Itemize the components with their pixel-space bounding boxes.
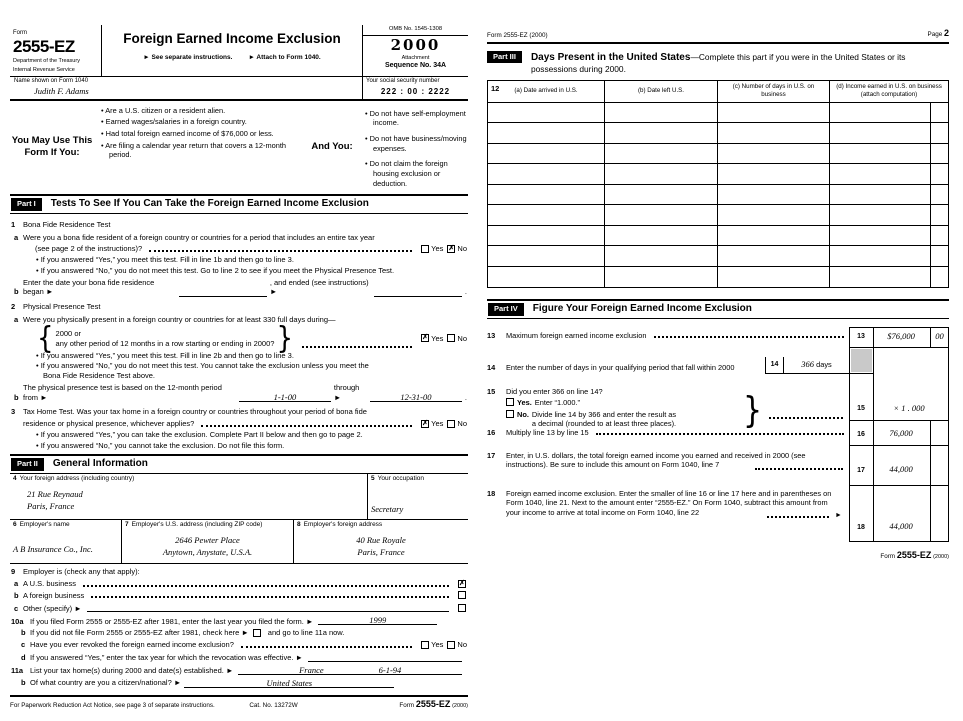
dotted-leader [755, 468, 843, 470]
line17-box-number: 17 [857, 466, 865, 474]
income-cell[interactable] [830, 226, 930, 246]
line18-amount[interactable]: 44,000 [889, 520, 913, 531]
line-number: 3 [11, 407, 16, 417]
grid-line [948, 327, 949, 541]
omb-number: OMB No. 1545-1308 [363, 25, 468, 36]
line-number: 11a [11, 666, 24, 676]
col-a-header: (a) Date arrived in U.S. [514, 87, 578, 95]
line-letter: a [14, 578, 19, 588]
date-arrived-cell[interactable] [488, 123, 605, 143]
page1-footer [10, 695, 468, 711]
income-cents-cell[interactable] [930, 164, 948, 184]
line-number: 15 [487, 386, 496, 396]
line-letter: b [14, 392, 19, 402]
tax-year: 2000 [390, 35, 441, 54]
page-1 [10, 25, 468, 711]
income-cents-cell[interactable] [930, 267, 948, 288]
line3-text2: residence or physical presence, whichever applies? [23, 419, 195, 429]
line16-text: Multiply line 13 by line 15 [506, 427, 589, 437]
catalog-number: Cat. No. 13272W [249, 702, 298, 710]
dotted-leader [302, 346, 412, 348]
date-left-cell[interactable] [605, 226, 718, 246]
eligibility-bullet: • Are a U.S. citizen or a resident alien. [101, 106, 299, 116]
income-cell[interactable] [830, 185, 930, 205]
other-specify-field[interactable] [87, 602, 449, 612]
no-label: No [457, 244, 467, 254]
grid-line [849, 347, 949, 348]
income-cell-group [830, 123, 948, 143]
line1a-text: Were you a bona fide resident of a foreign country or countries for a period that includes an entire tax year [23, 232, 375, 242]
part1-body [10, 214, 468, 455]
no-label: No [457, 333, 467, 343]
tax-home-field[interactable]: France 6-1-94 [238, 665, 462, 675]
line2a-note-no: • If you answered “No,” you do not meet this test. You cannot take the exclusion unless you meet the [36, 361, 467, 371]
date-arrived-cell[interactable] [488, 246, 605, 266]
line14-box [765, 357, 849, 374]
line16-box-number: 16 [857, 430, 865, 438]
part4-label: Part IV [488, 303, 524, 316]
days-business-cell[interactable] [718, 267, 830, 288]
dotted-leader [83, 585, 449, 587]
form-number-block [10, 25, 102, 76]
line13-cents[interactable]: 00 [935, 330, 944, 341]
shaded-cell [851, 349, 872, 372]
days-table-row [488, 226, 948, 247]
line-number: 10a [11, 616, 24, 626]
part1-label: Part I [11, 198, 42, 211]
part3-title: Days Present in the United States—Complete this part if you were in the United States or its possessions during 2000. [530, 51, 906, 74]
revoked-yes-checkbox[interactable] [421, 641, 429, 649]
no-label: No [457, 419, 467, 429]
arrow-icon: ► [835, 511, 842, 519]
days-table-row [488, 205, 948, 226]
date-arrived-cell[interactable] [488, 144, 605, 164]
line16-amount[interactable]: 76,000 [889, 427, 913, 438]
eligibility-bullet: • Had total foreign earned income of $76,000 or less. [101, 129, 299, 139]
days-business-cell[interactable] [718, 123, 830, 143]
yes-label: Yes [431, 419, 444, 429]
page-indicator: Page 2 [927, 28, 949, 38]
footer-form-id: Form 2555-EZ (2000) [399, 698, 468, 709]
line1a-yes-checkbox[interactable] [421, 245, 429, 253]
days-table-header [488, 81, 948, 103]
page2-footer: Form 2555-EZ (2000) [880, 550, 949, 560]
income-cell-group [830, 103, 948, 123]
line15-factor[interactable]: × 1 . 000 [893, 402, 925, 413]
income-cell[interactable] [830, 123, 930, 143]
date-arrived-cell[interactable] [488, 267, 605, 288]
days-table-row [488, 185, 948, 206]
line-letter: c [14, 603, 19, 613]
income-cell-group [830, 185, 948, 205]
date-arrived-cell[interactable] [488, 164, 605, 184]
days-business-cell[interactable] [718, 185, 830, 205]
part2-title: General Information [52, 458, 148, 470]
line2a-option1: 2000 or [55, 328, 81, 338]
form-word: Form [13, 30, 27, 36]
days-business-cell[interactable] [718, 164, 830, 184]
dotted-leader [596, 433, 844, 435]
part3-label: Part III [487, 51, 522, 64]
income-cents-cell[interactable] [930, 226, 948, 246]
line10d-text: If you answered “Yes,” enter the tax year for which the revocation was effective. ► [30, 653, 303, 663]
line-letter: b [14, 287, 19, 297]
income-cents-cell[interactable] [930, 144, 948, 164]
general-info-table [10, 474, 468, 564]
form-title: Foreign Earned Income Exclusion [123, 31, 341, 46]
taxpayer-name-field[interactable]: Judith F. Adams [34, 85, 89, 96]
line2a-note-no2: Bona Fide Residence Test above. [43, 371, 156, 381]
line17-amount[interactable]: 44,000 [889, 463, 913, 474]
dotted-leader [201, 425, 412, 427]
days-table-row [488, 267, 948, 288]
days-table-row [488, 144, 948, 165]
line10b-text: If you did not file Form 2555 or 2555-EZ after 1981, check here ► [30, 628, 249, 638]
period-from-field[interactable]: 1-1-00 [239, 392, 331, 402]
ssn-label: Your social security number [366, 77, 440, 84]
col-b-header: (b) Date left U.S. [605, 81, 718, 102]
grid-line [930, 327, 931, 347]
part4-header [487, 299, 949, 319]
col-c-header: (c) Number of days in U.S. on business [718, 81, 830, 102]
line15-no-word: No. [517, 409, 529, 419]
irs-label: Internal Revenue Service [13, 67, 75, 74]
residence-ended-field[interactable] [374, 287, 462, 297]
line2a-no-checkbox[interactable] [447, 334, 455, 342]
line1a-note-yes: • If you answered “Yes,” you meet this test. Fill in line 1b and then go to line 3. [36, 255, 467, 265]
attach-1040-note: ► Attach to Form 1040. [248, 53, 321, 61]
line3-note-no: • If you answered “No,” you cannot take the exclusion. Do not file this form. [36, 441, 467, 451]
lines-9-11 [10, 564, 468, 692]
days-business-cell[interactable] [718, 246, 830, 266]
employer-foreign-address-cell[interactable]: 8 Employer's foreign address 40 Rue Royale Paris, France [297, 521, 406, 558]
line2a-option2: any other period of 12 months in a row starting or ending in 2000? [55, 338, 275, 348]
page2-form-id: Form 2555-EZ (2000) [487, 31, 548, 39]
line14-box-number: 14 [766, 357, 784, 373]
line-number: 14 [487, 362, 496, 372]
days-table-row [488, 246, 948, 267]
grid-line [849, 327, 949, 328]
other-checkbox[interactable] [458, 604, 466, 612]
page-2 [487, 28, 949, 573]
line14-text: Enter the number of days in your qualifying period that fall within 2000 [506, 362, 735, 372]
income-cents-cell[interactable] [930, 103, 948, 123]
line3-text: Tax Home Test. Was your tax home in a foreign country or countries throughout your period of bona fide [23, 407, 367, 417]
income-cell-group [830, 267, 948, 288]
line13-amount[interactable]: $76,000 [887, 330, 915, 341]
col-d-header: (d) Income earned in U.S. on business (attach computation) [836, 83, 942, 99]
line1a-text2: (see page 2 of the instructions)? [35, 244, 143, 254]
dotted-leader [654, 336, 845, 338]
line9a-text: A U.S. business [23, 578, 76, 588]
line2a-note-yes: • If you answered “Yes,” you meet this test. Fill in line 2b and then go to line 3. [36, 351, 467, 361]
employer-name-cell[interactable]: 6 Employer's name A B Insurance Co., Inc. [10, 520, 122, 563]
exclusion-calculation [487, 327, 949, 543]
form-number: 2555-EZ [13, 36, 75, 56]
period: . [464, 287, 467, 297]
line-letter: a [14, 314, 19, 324]
dept-treasury: Department of the Treasury [13, 57, 80, 64]
see-instructions-note: ► See separate instructions. [143, 53, 233, 61]
date-left-cell[interactable] [605, 164, 718, 184]
line10a-text: If you filed Form 2555 or 2555-EZ after 1981, enter the last year you filed the form. ► [30, 616, 314, 626]
eligibility-bullet: • Do not have self-employment income. [365, 109, 468, 128]
income-cell[interactable] [830, 267, 930, 288]
dotted-leader [767, 516, 829, 518]
income-cell-group [830, 226, 948, 246]
residence-began-field[interactable] [179, 287, 267, 297]
line-number: 16 [487, 427, 496, 437]
revocation-year-field[interactable] [308, 652, 462, 662]
income-cell[interactable] [830, 103, 930, 123]
foreign-address-cell[interactable]: 4 Your foreign address (including country) 21 Rue Reynaud Paris, France [10, 474, 368, 519]
may-use-title: You May Use This Form If You: [11, 135, 93, 159]
line12-number: 12 [491, 83, 500, 93]
yes-label: Yes [431, 244, 444, 254]
line18-box-number: 18 [857, 523, 865, 531]
line3-no-checkbox[interactable] [447, 420, 455, 428]
income-cents-cell[interactable] [930, 123, 948, 143]
omb-block [362, 25, 468, 76]
name-ssn-row [10, 77, 468, 101]
part4-title: Figure Your Foreign Earned Income Exclusion [532, 303, 752, 315]
income-cell-group [830, 144, 948, 164]
income-cell-group [830, 205, 948, 225]
line11b-text: Of what country are you a citizen/national? ► [30, 678, 182, 688]
yes-label: Yes [431, 333, 444, 343]
line-number: 17 [487, 450, 496, 460]
grid-line [849, 445, 949, 446]
page2-header [487, 28, 949, 44]
dotted-leader [91, 596, 449, 598]
eligibility-bullet: • Do not have business/moving expenses. [365, 134, 468, 153]
employer-us-address-cell[interactable]: 7 Employer's U.S. address (including ZIP code) 2646 Pewter Place Anytown, Anystate, U.S.A. [122, 520, 294, 563]
citizenship-field[interactable]: United States [184, 678, 394, 688]
date-left-cell[interactable] [605, 205, 718, 225]
line-number: 9 [11, 567, 16, 577]
did-not-file-checkbox[interactable] [253, 629, 261, 637]
ssn-field[interactable]: 222 : 00 : 2222 [380, 86, 451, 96]
line10b-text2: and go to line 11a now. [267, 628, 345, 638]
eligibility-bullet: • Earned wages/salaries in a foreign country. [101, 117, 299, 127]
revoked-no-checkbox[interactable] [447, 641, 455, 649]
days-present-table [487, 80, 949, 289]
period: . [464, 392, 467, 402]
income-cell-group [830, 246, 948, 266]
line-letter: b [21, 628, 26, 638]
line15-yes-checkbox[interactable] [506, 398, 514, 406]
date-left-cell[interactable] [605, 144, 718, 164]
line9-text: Employer is (check any that apply): [23, 567, 140, 577]
part2-label: Part II [11, 458, 44, 471]
line14-days-field[interactable]: 366 days [801, 358, 832, 369]
date-arrived-cell[interactable] [488, 226, 605, 246]
part3-header [487, 51, 949, 75]
period-through-field[interactable]: 12-31-00 [370, 392, 462, 402]
days-table-row [488, 164, 948, 185]
dotted-leader [241, 646, 412, 648]
form-title-block [102, 25, 362, 76]
us-business-checkbox[interactable]: ✗ [459, 579, 465, 587]
brace-close: } [743, 389, 763, 432]
line1b-mid: , and ended (see instructions) ► [269, 277, 369, 297]
and-you-title: And You: [311, 140, 353, 152]
income-cell[interactable] [830, 205, 930, 225]
income-cents-cell[interactable] [930, 185, 948, 205]
days-business-cell[interactable] [718, 103, 830, 123]
line3-yes-checkbox[interactable]: ✗ [422, 419, 429, 427]
grid-line [849, 373, 873, 374]
eligibility-bullet: • Do not claim the foreign housing exclusion or deduction. [365, 159, 468, 188]
line9c-text: Other (specify) ► [23, 603, 82, 613]
line-number: 1 [11, 219, 16, 229]
income-cell[interactable] [830, 164, 930, 184]
no-label: No [457, 640, 467, 650]
yes-label: Yes [431, 640, 444, 650]
line-number: 13 [487, 330, 496, 340]
line1a-note-no: • If you answered “No,” you do not meet this test. Go to line 2 to see if you meet the Physical Presence Test. [36, 266, 467, 276]
grid-line [849, 541, 949, 542]
date-left-cell[interactable] [605, 246, 718, 266]
line15-no-text: Divide line 14 by 366 and enter the result as a decimal (rounded to at least three places). [531, 409, 677, 429]
form-header [10, 25, 468, 77]
line-number: 2 [11, 302, 16, 312]
line18-text: Foreign earned income exclusion. Enter the smaller of line 16 or line 17 here and in parentheses on Form 1040, line 21. Next to the amount enter “2555-EZ.” On Form 1040, subtract this amount from your income to arrive at total income on Form 1040, line 22 [506, 488, 832, 518]
line-letter: d [21, 653, 26, 663]
dotted-leader [769, 417, 843, 419]
days-business-cell[interactable] [718, 205, 830, 225]
line17-text: Enter, in U.S. dollars, the total foreign earned income you earned and received in 2000 (see instructions). Be sure to include this amount on Form 1040, line 7 [506, 450, 806, 470]
dotted-leader [149, 250, 412, 252]
line9b-text: A foreign business [23, 590, 85, 600]
line-letter: a [14, 232, 19, 242]
line1-title: Bona Fide Residence Test [23, 219, 111, 229]
line-letter: c [21, 640, 26, 650]
brace-open: { [37, 321, 54, 356]
line15-yes-text: Enter “1.000.” [534, 397, 580, 407]
line15-text: Did you enter 366 on line 14? [506, 386, 603, 396]
grid-line [849, 420, 949, 421]
eligibility-bullet: • Are filing a calendar year return that covers a 12-month period. [101, 141, 299, 160]
line2a-text: Were you physically present in a foreign country or countries for at least 330 full days during— [23, 314, 336, 324]
line2-title: Physical Presence Test [23, 302, 101, 312]
income-cell-group [830, 164, 948, 184]
part1-title: Tests To See If You Can Take the Foreign Earned Income Exclusion [50, 198, 369, 210]
date-left-cell[interactable] [605, 103, 718, 123]
paperwork-notice: For Paperwork Reduction Act Notice, see page 3 of separate instructions. [10, 702, 215, 710]
brace-close: } [276, 321, 293, 356]
days-business-cell[interactable] [718, 144, 830, 164]
line15-no-checkbox[interactable] [506, 410, 514, 418]
attachment-label: Attachment [401, 55, 430, 62]
sequence-number: Sequence No. 34A [384, 61, 447, 69]
line13-text: Maximum foreign earned income exclusion [506, 330, 647, 340]
grid-line [849, 485, 949, 486]
income-cell[interactable] [830, 246, 930, 266]
income-cents-cell[interactable] [930, 205, 948, 225]
line2b-text: The physical presence test is based on the 12-month period from ► [23, 382, 222, 402]
name-label: Name shown on Form 1040 [14, 77, 89, 84]
date-left-cell[interactable] [605, 185, 718, 205]
occupation-cell[interactable]: 5 Your occupation Secretary [371, 475, 425, 515]
income-cents-cell[interactable] [930, 246, 948, 266]
line-number: 18 [487, 488, 496, 498]
eligibility-section [10, 101, 468, 194]
date-left-cell[interactable] [605, 123, 718, 143]
grid-line [930, 420, 931, 541]
date-arrived-cell[interactable] [488, 205, 605, 225]
line-letter: b [14, 590, 19, 600]
days-table-row [488, 123, 948, 144]
income-cell[interactable] [830, 144, 930, 164]
line1b-text: Enter the date your bona fide residence began ► [23, 277, 155, 297]
line2a-yes-checkbox[interactable]: ✗ [422, 334, 429, 342]
date-left-cell[interactable] [605, 267, 718, 288]
days-business-cell[interactable] [718, 226, 830, 246]
part1-header [10, 194, 468, 214]
foreign-business-checkbox[interactable] [458, 591, 466, 599]
line10c-text: Have you ever revoked the foreign earned income exclusion? [30, 640, 234, 650]
line13-box-number: 13 [857, 332, 865, 340]
last-year-filed-field[interactable]: 1999 [318, 615, 437, 625]
part2-header [10, 454, 468, 474]
line2b-mid: through ► [333, 382, 360, 402]
line1a-no-checkbox[interactable]: ✗ [448, 245, 455, 253]
line15-yes-word: Yes. [517, 397, 532, 407]
days-table-row [488, 103, 948, 124]
line15-box-number: 15 [857, 404, 865, 412]
line-letter: b [21, 678, 26, 688]
line3-note-yes: • If you answered “Yes,” you can take the exclusion. Complete Part II below and then go to page 2. [36, 430, 467, 440]
date-arrived-cell[interactable] [488, 185, 605, 205]
date-arrived-cell[interactable] [488, 103, 605, 123]
line11a-text: List your tax home(s) during 2000 and date(s) established. ► [30, 666, 234, 676]
